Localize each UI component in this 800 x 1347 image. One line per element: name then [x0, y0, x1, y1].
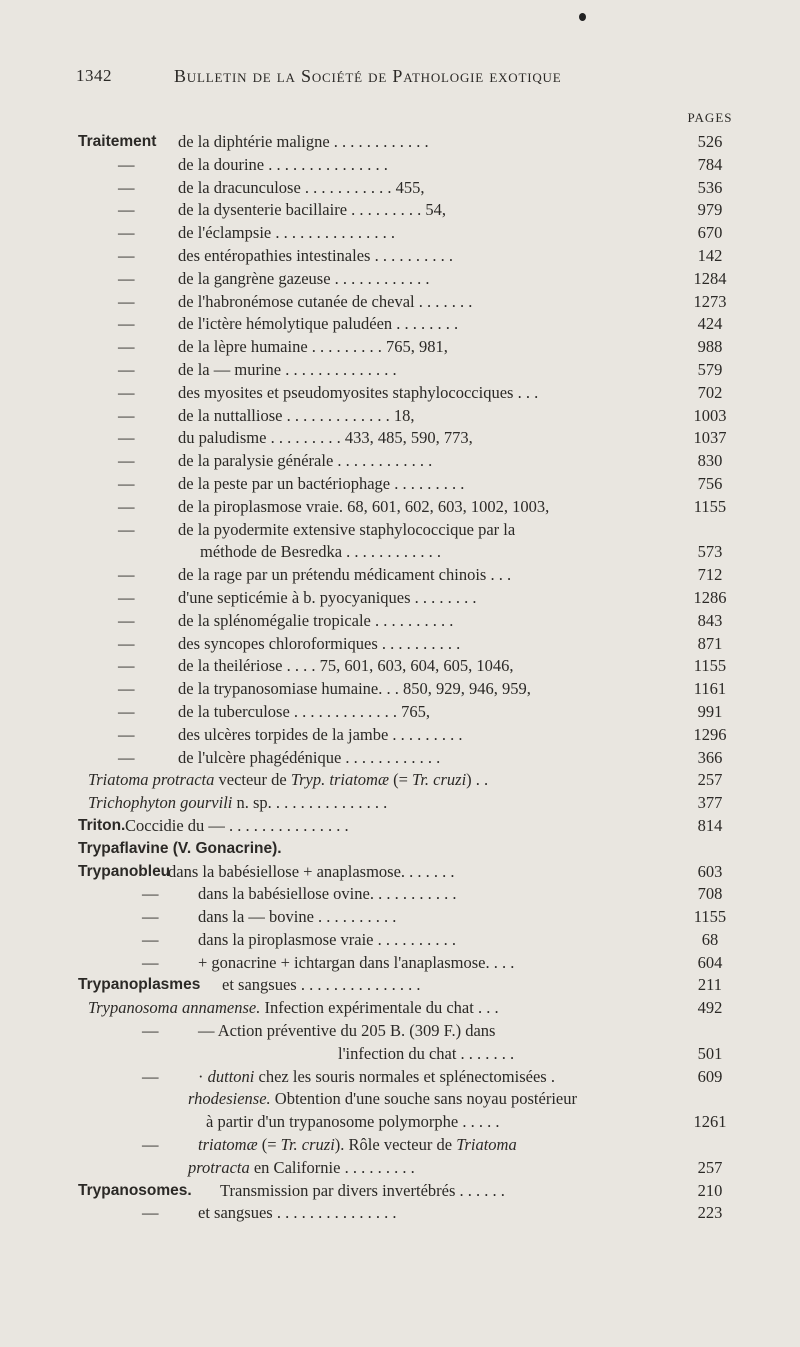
ditto-dash: — — [118, 200, 135, 220]
entry-text: des ulcères torpides de la jambe . . . . . . . . . — [178, 724, 463, 744]
ditto-dash: — — [118, 382, 135, 402]
entry-heading: Trypanoplasmes — [78, 976, 201, 994]
entry-text: de l'éclampsie . . . . . . . . . . . . . . . — [178, 223, 395, 243]
entry-text: de la dracunculose . . . . . . . . . . . 455, — [178, 177, 425, 197]
entry-text: et sangsues . . . . . . . . . . . . . . . — [198, 1203, 397, 1223]
index-entry — [0, 724, 800, 747]
page-reference: 1161 — [693, 679, 727, 699]
ditto-dash: — — [118, 314, 135, 334]
index-entry — [0, 838, 800, 861]
index-entry — [0, 177, 800, 200]
entry-heading: Trypanobleu — [78, 862, 171, 880]
index-entry — [0, 268, 800, 291]
entry-text: de la tuberculose . . . . . . . . . . . . . 765, — [178, 701, 431, 721]
ditto-dash: — — [118, 223, 135, 243]
ditto-dash: — — [118, 701, 135, 721]
entry-text: du paludisme . . . . . . . . . 433, 485, 590, 773, — [178, 428, 473, 448]
index-entry — [0, 815, 800, 838]
page-reference: 991 — [697, 701, 723, 721]
ditto-dash: — — [118, 519, 135, 539]
index-entry — [0, 929, 800, 952]
page-reference: 424 — [697, 314, 723, 334]
ditto-dash: — — [142, 1203, 159, 1223]
page-reference: 1155 — [693, 907, 727, 927]
ditto-dash: — — [142, 907, 159, 927]
page-reference: 1261 — [693, 1112, 727, 1132]
ditto-dash: — — [118, 245, 135, 265]
entry-text: de la gangrène gazeuse . . . . . . . . . . . . — [178, 268, 430, 288]
index-entry — [0, 769, 800, 792]
index-entry — [0, 792, 800, 815]
page-reference: 536 — [697, 177, 723, 197]
index-entry — [0, 861, 800, 884]
page-reference: 211 — [697, 975, 723, 995]
entry-text: dans la babésiellose ovine. . . . . . . . . . . — [198, 884, 457, 904]
ditto-dash: — — [118, 633, 135, 653]
entry-text: de la lèpre humaine . . . . . . . . . 765, 981, — [178, 337, 448, 357]
entry-text: de la splénomégalie tropicale . . . . . . . . . . — [178, 610, 454, 630]
ditto-dash: — — [118, 587, 135, 607]
entry-text: de la piroplasmose vraie. 68, 601, 602, 603, 1002, 1003, — [178, 496, 550, 516]
ditto-dash: — — [118, 679, 135, 699]
page-reference: 784 — [697, 154, 723, 174]
page-reference: 1155 — [693, 656, 727, 676]
entry-text: protracta en Californie . . . . . . . . . — [188, 1157, 415, 1177]
page-reference: 257 — [697, 770, 723, 790]
page-reference: 814 — [697, 815, 723, 835]
entry-text: de la theilériose . . . . 75, 601, 603, 604, 605, 1046, — [178, 656, 514, 676]
index-entry — [0, 952, 800, 975]
ditto-dash: — — [118, 154, 135, 174]
index-entry — [0, 883, 800, 906]
page-reference: 142 — [697, 245, 723, 265]
page-reference: 1155 — [693, 496, 727, 516]
ditto-dash: — — [118, 496, 135, 516]
entry-text: de l'ulcère phagédénique . . . . . . . . . . . . — [178, 747, 441, 767]
page-reference: 377 — [697, 793, 723, 813]
entry-text: de la nuttalliose . . . . . . . . . . . . . 18, — [178, 405, 415, 425]
entry-text: Coccidie du — . . . . . . . . . . . . . . . — [125, 815, 349, 835]
entry-text: · duttoni chez les souris normales et splénectomisées . — [198, 1066, 555, 1086]
entry-heading: Trypanosomes. — [78, 1181, 192, 1199]
index-entry — [0, 245, 800, 268]
index-entry — [0, 655, 800, 678]
ditto-dash: — — [118, 428, 135, 448]
ditto-dash: — — [142, 1021, 159, 1041]
entry-text: des syncopes chloroformiques . . . . . . . . . . — [178, 633, 461, 653]
index-entry — [0, 154, 800, 177]
ditto-dash: — — [118, 177, 135, 197]
page-reference: 871 — [697, 633, 723, 653]
index-entry — [0, 131, 800, 154]
index-entry — [0, 382, 800, 405]
ditto-dash: — — [118, 747, 135, 767]
page-reference: 988 — [697, 337, 723, 357]
page-reference: 1296 — [693, 724, 727, 744]
page-reference: 843 — [697, 610, 723, 630]
page-reference: 579 — [697, 359, 723, 379]
ditto-dash: — — [118, 565, 135, 585]
index-entry — [0, 1202, 800, 1225]
page-reference: 708 — [697, 884, 723, 904]
index-entry — [0, 1088, 800, 1111]
index-entry — [0, 405, 800, 428]
index-entry — [0, 1180, 800, 1203]
index-entry — [0, 906, 800, 929]
page-reference: 257 — [697, 1157, 723, 1177]
ditto-dash: — — [118, 656, 135, 676]
page-reference: 492 — [697, 998, 723, 1018]
ditto-dash: — — [142, 1066, 159, 1086]
entry-text: dans la — bovine . . . . . . . . . . — [198, 907, 397, 927]
index-entry — [0, 587, 800, 610]
page-reference: 712 — [697, 565, 723, 585]
entry-text: de la trypanosomiase humaine. . . 850, 929, 946, 959, — [178, 679, 531, 699]
index-entry — [0, 997, 800, 1020]
page-reference: 670 — [697, 223, 723, 243]
page-reference: 979 — [697, 200, 723, 220]
page-reference: 603 — [697, 861, 723, 881]
ditto-dash: — — [118, 268, 135, 288]
entry-text: dans la babésiellose + anaplasmose. . . . . . . — [168, 861, 455, 881]
entry-heading: Traitement — [78, 133, 157, 150]
index-entries — [0, 131, 800, 1225]
page-reference: 526 — [697, 132, 723, 151]
index-entry — [0, 1043, 800, 1066]
entry-heading: Trypaflavine (V. Gonacrine). — [78, 839, 282, 857]
page-reference: 756 — [697, 473, 723, 493]
index-entry — [0, 610, 800, 633]
entry-text: + gonacrine + ichtargan dans l'anaplasmose. . . . — [198, 952, 515, 972]
entry-text: — Action préventive du 205 B. (309 F.) dans — [198, 1021, 496, 1041]
index-entry — [0, 701, 800, 724]
page-reference: 1273 — [693, 291, 727, 311]
ditto-dash: — — [142, 1135, 159, 1155]
entry-text: de la rage par un prétendu médicament chinois . . . — [178, 565, 512, 585]
entry-text: des myosites et pseudomyosites staphylococciques . . . — [178, 382, 539, 402]
ditto-dash: — — [142, 952, 159, 972]
entry-text: triatomæ (= Tr. cruzi). Rôle vecteur de Triatoma — [198, 1135, 517, 1155]
entry-text: Transmission par divers invertébrés . . . . . . — [220, 1180, 505, 1200]
running-head — [76, 66, 736, 90]
ditto-dash: — — [118, 473, 135, 493]
index-entry — [0, 1111, 800, 1134]
entry-text: de la diphtérie maligne . . . . . . . . . . . . — [178, 132, 429, 151]
page-reference: 210 — [697, 1180, 723, 1200]
index-entry — [0, 291, 800, 314]
index-entry — [0, 450, 800, 473]
ditto-dash: — — [118, 451, 135, 471]
page-number: 1342 — [76, 66, 112, 85]
page-reference: 1286 — [693, 587, 727, 607]
entry-text: d'une septicémie à b. pyocyaniques . . . . . . . . — [178, 587, 477, 607]
entry-text: de la peste par un bactériophage . . . . . . . . . — [178, 473, 465, 493]
ditto-dash: — — [142, 884, 159, 904]
index-entry — [0, 747, 800, 770]
ditto-dash: — — [118, 359, 135, 379]
entry-text: de l'ictère hémolytique paludéen . . . . . . . . — [178, 314, 459, 334]
index-entry — [0, 1157, 800, 1180]
entry-heading: Triton. — [78, 816, 126, 834]
index-entry — [0, 496, 800, 519]
entry-text: de la dysenterie bacillaire . . . . . . . . . 54, — [178, 200, 447, 220]
index-entry — [0, 313, 800, 336]
entry-text: Triatoma protracta vecteur de Tryp. triatomæ (= Tr. cruzi) . . — [88, 770, 489, 790]
entry-text: de la — murine . . . . . . . . . . . . . . — [178, 359, 397, 379]
entry-text: Trypanosoma annamense. Infection expérimentale du chat . . . — [88, 998, 499, 1018]
index-entry — [0, 222, 800, 245]
pages-column-label: PAGES — [687, 110, 733, 125]
page-reference: 573 — [697, 542, 723, 562]
page-reference: 1284 — [693, 268, 727, 288]
entry-text: des entéropathies intestinales . . . . . . . . . . — [178, 245, 453, 265]
entry-text: à partir d'un trypanosome polymorphe . . . . . — [206, 1112, 500, 1132]
index-entry — [0, 519, 800, 542]
entry-text: de l'habronémose cutanée de cheval . . . . . . . — [178, 291, 473, 311]
page-reference: 604 — [697, 952, 723, 972]
index-entry — [0, 974, 800, 997]
page-reference: 1037 — [693, 428, 727, 448]
page-reference: 830 — [697, 451, 723, 471]
index-entry — [0, 564, 800, 587]
index-entry — [0, 541, 800, 564]
entry-text: de la pyodermite extensive staphylococcique par la — [178, 519, 516, 539]
page-reference: 702 — [697, 382, 723, 402]
page-reference: 223 — [697, 1203, 723, 1223]
ditto-dash: — — [118, 291, 135, 311]
entry-text: Trichophyton gourvili n. sp. . . . . . . . . . . . . . . — [88, 793, 388, 813]
page-reference: 501 — [697, 1043, 723, 1063]
index-entry — [0, 678, 800, 701]
index-entry — [0, 1020, 800, 1043]
entry-text: dans la piroplasmose vraie . . . . . . . . . . — [198, 929, 456, 949]
ditto-dash: — — [118, 405, 135, 425]
ditto-dash: — — [118, 724, 135, 744]
ditto-dash: — — [118, 610, 135, 630]
ink-spot — [579, 13, 586, 21]
entry-text: de la paralysie générale . . . . . . . . . . . . — [178, 451, 433, 471]
entry-text: rhodesiense. Obtention d'une souche sans noyau postérieur — [188, 1089, 577, 1109]
header-title: Bulletin de la Société de Pathologie exotique — [174, 66, 562, 86]
index-entry — [0, 336, 800, 359]
entry-text: et sangsues . . . . . . . . . . . . . . . — [222, 975, 421, 995]
index-entry — [0, 633, 800, 656]
entry-text: de la dourine . . . . . . . . . . . . . . . — [178, 154, 388, 174]
index-entry — [0, 1066, 800, 1089]
entry-text: l'infection du chat . . . . . . . — [338, 1043, 515, 1063]
ditto-dash: — — [118, 337, 135, 357]
page-reference: 1003 — [693, 405, 727, 425]
page-reference: 68 — [701, 929, 719, 949]
index-entry — [0, 199, 800, 222]
index-entry — [0, 1134, 800, 1157]
index-entry — [0, 359, 800, 382]
index-entry — [0, 427, 800, 450]
page-reference: 366 — [697, 747, 723, 767]
page-reference: 609 — [697, 1066, 723, 1086]
index-entry — [0, 473, 800, 496]
entry-text: méthode de Besredka . . . . . . . . . . . . — [200, 542, 442, 562]
ditto-dash: — — [142, 929, 159, 949]
